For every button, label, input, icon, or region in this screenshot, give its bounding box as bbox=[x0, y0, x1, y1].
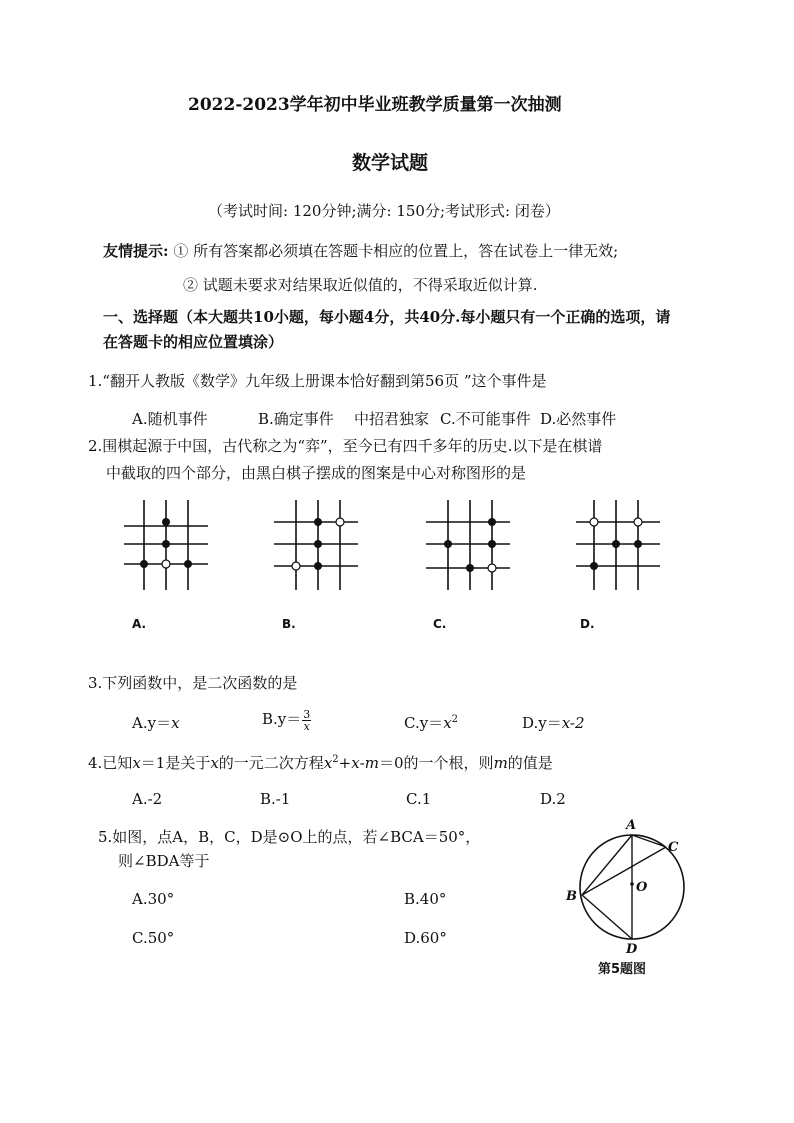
go-board-c bbox=[424, 496, 514, 594]
q5-option-b: B.40° bbox=[404, 890, 447, 908]
go-stone-white bbox=[162, 560, 170, 568]
q4-option-c: C.1 bbox=[406, 790, 432, 808]
point-label-d: D bbox=[626, 942, 638, 954]
q5-stem-line1: 5.如图，点A，B，C，D是⊙O上的点，若∠BCA＝50°， bbox=[98, 828, 481, 846]
go-stone-white bbox=[336, 518, 344, 526]
exam-title: 2022-2023学年初中毕业班教学质量第一次抽测 bbox=[188, 95, 562, 115]
go-board-d bbox=[574, 496, 664, 594]
q1-option-a: A.随机事件 bbox=[132, 410, 208, 428]
q5-stem-line2: 则∠BDA等于 bbox=[118, 852, 210, 870]
go-stone-black bbox=[314, 562, 322, 570]
q4-option-a: A.-2 bbox=[132, 790, 163, 808]
tip-label: 友情提示: bbox=[103, 242, 169, 260]
q5-option-d: D.60° bbox=[404, 929, 447, 947]
q1-option-c: C.不可能事件 bbox=[440, 410, 531, 428]
q5-option-a: A.30° bbox=[132, 890, 175, 908]
q1-option-d: D.必然事件 bbox=[540, 410, 617, 428]
point-label-a: A bbox=[626, 818, 637, 833]
q3-option-c: $C.y=x^2$ bbox=[404, 714, 459, 732]
q2-stem-line2: 中截取的四个部分，由黑白棋子摆成的图案是中心对称图形的是 bbox=[106, 464, 527, 482]
go-stone-black bbox=[466, 564, 474, 572]
fraction: $\frac{3}{x}$ bbox=[303, 707, 311, 733]
q1-watermark: 中招君独家 bbox=[354, 410, 430, 428]
go-stone-white bbox=[488, 564, 496, 572]
q2-stem-line1: 2.围棋起源于中国，古代称之为“弈”，至今已有四千多年的历史.以下是在棋谱 bbox=[88, 437, 603, 455]
q2-label-d: D. bbox=[580, 617, 595, 631]
go-stone-black bbox=[162, 518, 170, 526]
subject-title: 数学试题 bbox=[352, 152, 429, 174]
go-stone-black bbox=[612, 540, 620, 548]
go-stone-black bbox=[140, 560, 148, 568]
go-stone-white bbox=[292, 562, 300, 570]
tip-1: ① 所有答案都必须填在答题卡相应的位置上，答在试卷上一律无效; bbox=[173, 242, 619, 260]
go-stone-black bbox=[314, 540, 322, 548]
go-stone-white bbox=[590, 518, 598, 526]
q4-option-d: D.2 bbox=[540, 790, 566, 808]
q3-option-b: B.y＝ $\frac{3}{x}$ bbox=[262, 707, 311, 733]
q5-circle-figure bbox=[562, 814, 692, 954]
q4-stem: 4.已知x＝1是关于x的一元二次方程$x^2+x-m=0$的一个根，则m的值是 bbox=[88, 754, 553, 772]
q1-option-b: B.确定事件 bbox=[258, 410, 334, 428]
q5-figure-caption: 第5题图 bbox=[598, 962, 647, 977]
q3-option-a: A.y＝x bbox=[132, 714, 180, 732]
go-stone-black bbox=[634, 540, 642, 548]
go-board-a bbox=[122, 496, 212, 594]
go-stone-black bbox=[162, 540, 170, 548]
go-board-b bbox=[272, 496, 362, 594]
go-stone-black bbox=[590, 562, 598, 570]
q4-option-b: B.-1 bbox=[260, 790, 291, 808]
point-label-c: C bbox=[668, 840, 679, 855]
go-stone-black bbox=[444, 540, 452, 548]
tip-line-1 bbox=[103, 240, 618, 261]
go-stone-white bbox=[634, 518, 642, 526]
tip-2: ② 试题未要求对结果取近似值的，不得采取近似计算. bbox=[183, 276, 538, 294]
exam-info: （考试时间: 120分钟;满分: 150分;考试形式: 闭卷） bbox=[208, 202, 560, 220]
q2-label-a: A. bbox=[132, 617, 147, 631]
point-label-b: B bbox=[566, 889, 577, 904]
q2-label-c: C. bbox=[433, 617, 447, 631]
go-stone-black bbox=[488, 540, 496, 548]
go-stone-black bbox=[184, 560, 192, 568]
q5-option-c: C.50° bbox=[132, 929, 175, 947]
q2-label-b: B. bbox=[282, 617, 296, 631]
section-heading-line1: 一、选择题（本大题共10小题，每小题4分，共40分.每小题只有一个正确的选项，请 bbox=[103, 308, 671, 326]
q3-option-d: D.y＝x-2 bbox=[522, 714, 585, 732]
center-point bbox=[630, 882, 634, 886]
go-stone-black bbox=[314, 518, 322, 526]
q3-stem: 3.下列函数中，是二次函数的是 bbox=[88, 674, 298, 692]
section-heading-line2: 在答题卡的相应位置填涂） bbox=[103, 333, 284, 351]
go-stone-black bbox=[488, 518, 496, 526]
point-label-o: O bbox=[636, 880, 648, 895]
q1-stem: 1.“翻开人教版《数学》九年级上册课本恰好翻到第56页 ”这个事件是 bbox=[88, 372, 547, 390]
